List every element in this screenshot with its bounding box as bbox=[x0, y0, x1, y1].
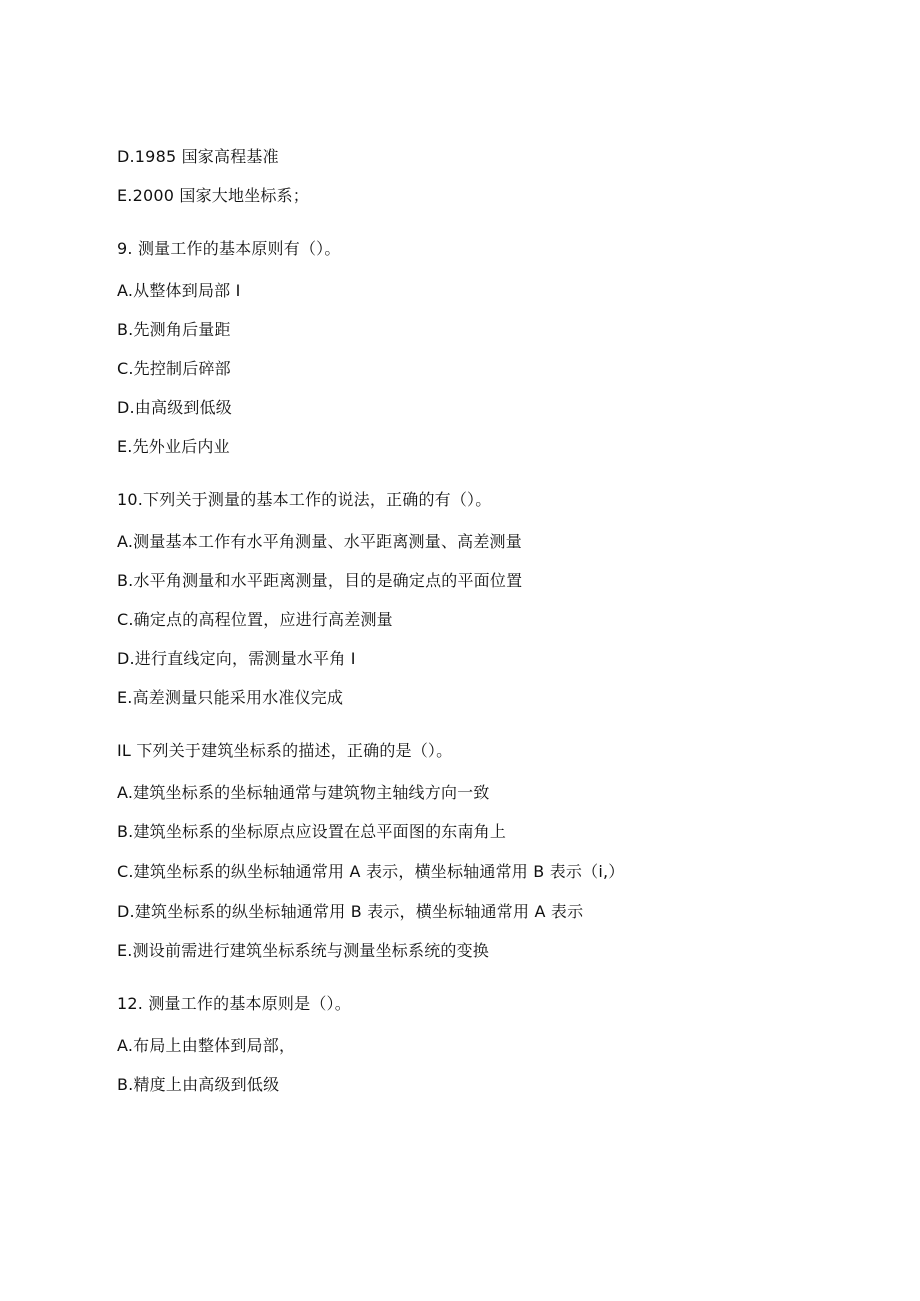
option-b-q12: B.精度上由高级到低级 bbox=[117, 1075, 280, 1094]
option-a-q9: A.从整体到局部 I bbox=[117, 281, 241, 300]
option-d-q8: D.1985 国家高程基准 bbox=[117, 147, 279, 166]
option-b-q9: B.先测角后量距 bbox=[117, 320, 231, 339]
option-b-q11: B.建筑坐标系的坐标原点应设置在总平面图的东南角上 bbox=[117, 822, 507, 841]
option-d-q9: D.由高级到低级 bbox=[117, 398, 233, 417]
option-b-q10: B.水平角测量和水平距离测量，目的是确定点的平面位置 bbox=[117, 571, 523, 590]
option-e-q9: E.先外业后内业 bbox=[117, 437, 230, 456]
option-e-q10: E.高差测量只能采用水准仪完成 bbox=[117, 688, 344, 707]
question-11: IL 下列关于建筑坐标系的描述，正确的是（）。 bbox=[117, 741, 453, 760]
question-9: 9. 测量工作的基本原则有（）。 bbox=[117, 239, 341, 258]
option-e-q8: E.2000 国家大地坐标系； bbox=[117, 186, 310, 205]
option-d-q10: D.进行直线定向，需测量水平角 I bbox=[117, 649, 356, 668]
option-a-q10: A.测量基本工作有水平角测量、水平距离测量、高差测量 bbox=[117, 532, 522, 551]
option-e-q11: E.测设前需进行建筑坐标系统与测量坐标系统的变换 bbox=[117, 941, 489, 960]
option-a-q11: A.建筑坐标系的坐标轴通常与建筑物主轴线方向一致 bbox=[117, 783, 490, 802]
option-c-q9: C.先控制后碎部 bbox=[117, 359, 231, 378]
option-a-q12: A.布局上由整体到局部， bbox=[117, 1036, 296, 1055]
option-c-q10: C.确定点的高程位置，应进行高差测量 bbox=[117, 610, 393, 629]
question-12: 12. 测量工作的基本原则是（）。 bbox=[117, 994, 351, 1013]
question-10: 10.下列关于测量的基本工作的说法，正确的有（）。 bbox=[117, 490, 492, 509]
option-d-q11: D.建筑坐标系的纵坐标轴通常用 B 表示，横坐标轴通常用 A 表示 bbox=[117, 902, 584, 921]
option-c-q11: C.建筑坐标系的纵坐标轴通常用 A 表示，横坐标轴通常用 B 表示（i,） bbox=[117, 862, 625, 881]
